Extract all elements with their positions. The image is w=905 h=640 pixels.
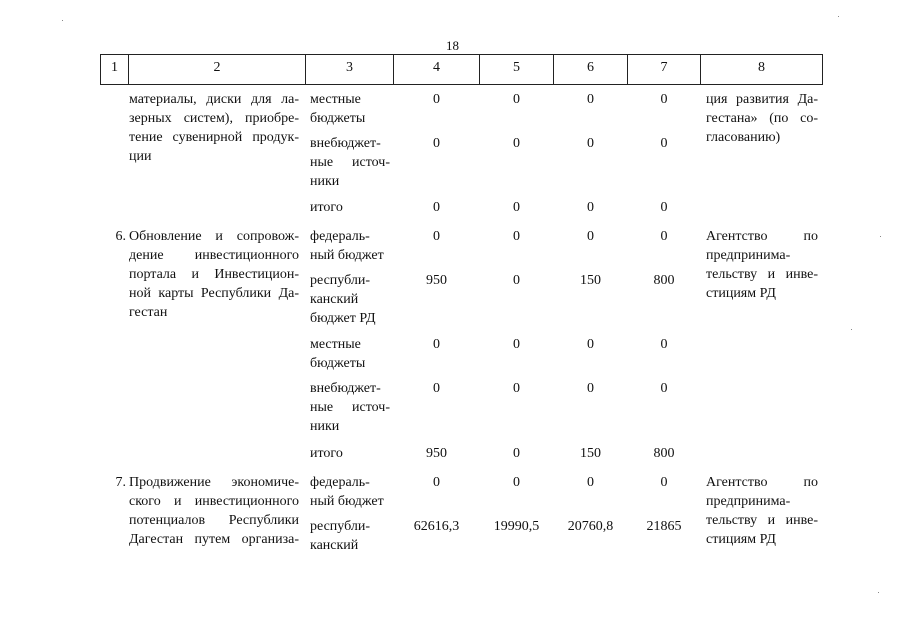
value-cell: 0	[513, 337, 520, 352]
table-header-cell: 4	[433, 60, 440, 75]
responsible-line: стициям РД	[706, 286, 776, 301]
table-header-cell: 5	[513, 60, 520, 75]
value-cell: 950	[426, 273, 447, 288]
value-cell: 0	[513, 273, 520, 288]
responsible-line: тельству и инве-	[706, 267, 818, 282]
value-cell: 21865	[646, 519, 682, 534]
value-cell: 0	[660, 136, 668, 151]
value-cell: 0	[660, 337, 668, 352]
funding-source-line: республи-	[310, 273, 370, 288]
funding-source-line: бюджеты	[310, 111, 366, 126]
value-cell: 150	[580, 273, 601, 288]
funding-source-line: местные	[310, 337, 361, 352]
funding-source-line: канский	[310, 292, 359, 307]
scan-speck	[878, 592, 879, 593]
funding-source	[310, 517, 390, 555]
value-cell: 0	[587, 475, 594, 490]
funding-source-line: ный бюджет	[310, 248, 384, 263]
event-name-line: зерных систем), приобре-	[129, 111, 299, 126]
table-header-cell: 8	[758, 60, 765, 75]
value-cell: 0	[513, 229, 520, 244]
funding-source-line: местные	[310, 92, 361, 107]
funding-source-line: федераль-	[310, 229, 370, 244]
event-name-line: Обновление и сопровож-	[129, 229, 299, 244]
responsible-org	[706, 90, 818, 147]
funding-source	[310, 379, 390, 436]
value-cell: 0	[587, 381, 594, 396]
scan-speck	[838, 16, 839, 17]
value-cell: 0	[433, 136, 440, 151]
event-name-line: потенциалов Республики	[129, 513, 299, 528]
funding-source-line: итого	[310, 446, 343, 461]
table-header-cell: 6	[587, 60, 594, 75]
table-header-bottom-border	[100, 84, 823, 85]
table-header-cell: 7	[660, 60, 668, 75]
table-header-cell: 2	[213, 60, 221, 75]
responsible-line: тельству и инве-	[706, 513, 818, 528]
event-name-line: Дагестан путем организа-	[129, 532, 299, 547]
page-number: 18	[446, 38, 459, 53]
value-cell: 150	[580, 446, 601, 461]
value-cell: 0	[433, 337, 440, 352]
event-name-line: дение инвестиционного	[129, 248, 299, 263]
responsible-org	[706, 473, 818, 549]
responsible-line: предпринима-	[706, 248, 791, 263]
value-cell: 0	[513, 475, 520, 490]
value-cell: 0	[513, 446, 520, 461]
value-cell: 0	[513, 136, 520, 151]
funding-source-line: бюджеты	[310, 356, 366, 371]
responsible-line: Агентство по	[706, 475, 818, 490]
table-header-cell: 3	[346, 60, 353, 75]
responsible-line: гестана» (по со-	[706, 111, 818, 126]
value-cell: 0	[433, 475, 440, 490]
event-name	[129, 227, 299, 322]
funding-source-line: ники	[310, 174, 340, 189]
event-name-line: ции	[129, 149, 152, 164]
funding-source-line: ные источ-	[310, 155, 390, 170]
value-cell: 0	[587, 136, 594, 151]
value-cell: 0	[513, 381, 520, 396]
funding-source-line: бюджет РД	[310, 311, 376, 326]
funding-source-line: федераль-	[310, 475, 370, 490]
event-name-line: гестан	[129, 305, 168, 320]
value-cell: 0	[433, 92, 440, 107]
scan-speck	[851, 329, 852, 330]
row-number: 7.	[115, 475, 126, 490]
funding-source-line: ники	[310, 419, 340, 434]
event-name-line: ной карты Республики Да-	[129, 286, 299, 301]
funding-source-line: канский	[310, 538, 359, 553]
funding-source	[310, 134, 390, 191]
value-cell: 20760,8	[567, 519, 614, 534]
funding-source-line: внебюджет-	[310, 381, 381, 396]
scan-speck	[62, 20, 63, 21]
funding-source-line: республи-	[310, 519, 370, 534]
table-header-divider	[822, 54, 823, 84]
value-cell: 0	[587, 229, 594, 244]
funding-source-line: внебюджет-	[310, 136, 381, 151]
funding-source-line: итого	[310, 200, 343, 215]
funding-source	[310, 271, 390, 328]
funding-source	[310, 227, 392, 265]
responsible-line: Агентство по	[706, 229, 818, 244]
responsible-line: гласованию)	[706, 130, 781, 145]
table-header-cell: 1	[111, 60, 118, 75]
value-cell: 0	[660, 92, 668, 107]
value-cell: 800	[653, 273, 675, 288]
funding-source	[310, 90, 390, 128]
event-name-line: портала и Инвестицион-	[129, 267, 299, 282]
value-cell: 0	[433, 200, 440, 215]
responsible-line: стициям РД	[706, 532, 776, 547]
event-name	[129, 90, 299, 166]
value-cell: 0	[660, 475, 668, 490]
funding-source	[310, 335, 390, 373]
value-cell: 0	[513, 92, 520, 107]
event-name	[129, 473, 299, 549]
row-number: 6.	[115, 229, 126, 244]
funding-source-line: ные источ-	[310, 400, 390, 415]
responsible-org	[706, 227, 818, 303]
event-name-line: материалы, диски для ла-	[129, 92, 299, 107]
event-name-line: Продвижение экономиче-	[129, 475, 299, 490]
responsible-line: ция развития Да-	[706, 92, 818, 107]
value-cell: 0	[513, 200, 520, 215]
value-cell: 62616,3	[413, 519, 460, 534]
value-cell: 19990,5	[493, 519, 540, 534]
value-cell: 0	[660, 229, 668, 244]
value-cell: 800	[653, 446, 675, 461]
event-name-line: тение сувенирной продук-	[129, 130, 299, 145]
value-cell: 0	[660, 381, 668, 396]
value-cell: 0	[433, 381, 440, 396]
value-cell: 0	[587, 92, 594, 107]
value-cell: 0	[660, 200, 668, 215]
event-name-line: ского и инвестиционного	[129, 494, 299, 509]
funding-source	[310, 198, 390, 217]
value-cell: 0	[587, 337, 594, 352]
value-cell: 0	[433, 229, 440, 244]
funding-source-line: ный бюджет	[310, 494, 384, 509]
responsible-line: предпринима-	[706, 494, 791, 509]
scan-speck	[880, 236, 881, 237]
value-cell: 0	[587, 200, 594, 215]
funding-source	[310, 444, 390, 463]
table-top-border	[100, 54, 823, 55]
funding-source	[310, 473, 392, 511]
value-cell: 950	[426, 446, 447, 461]
